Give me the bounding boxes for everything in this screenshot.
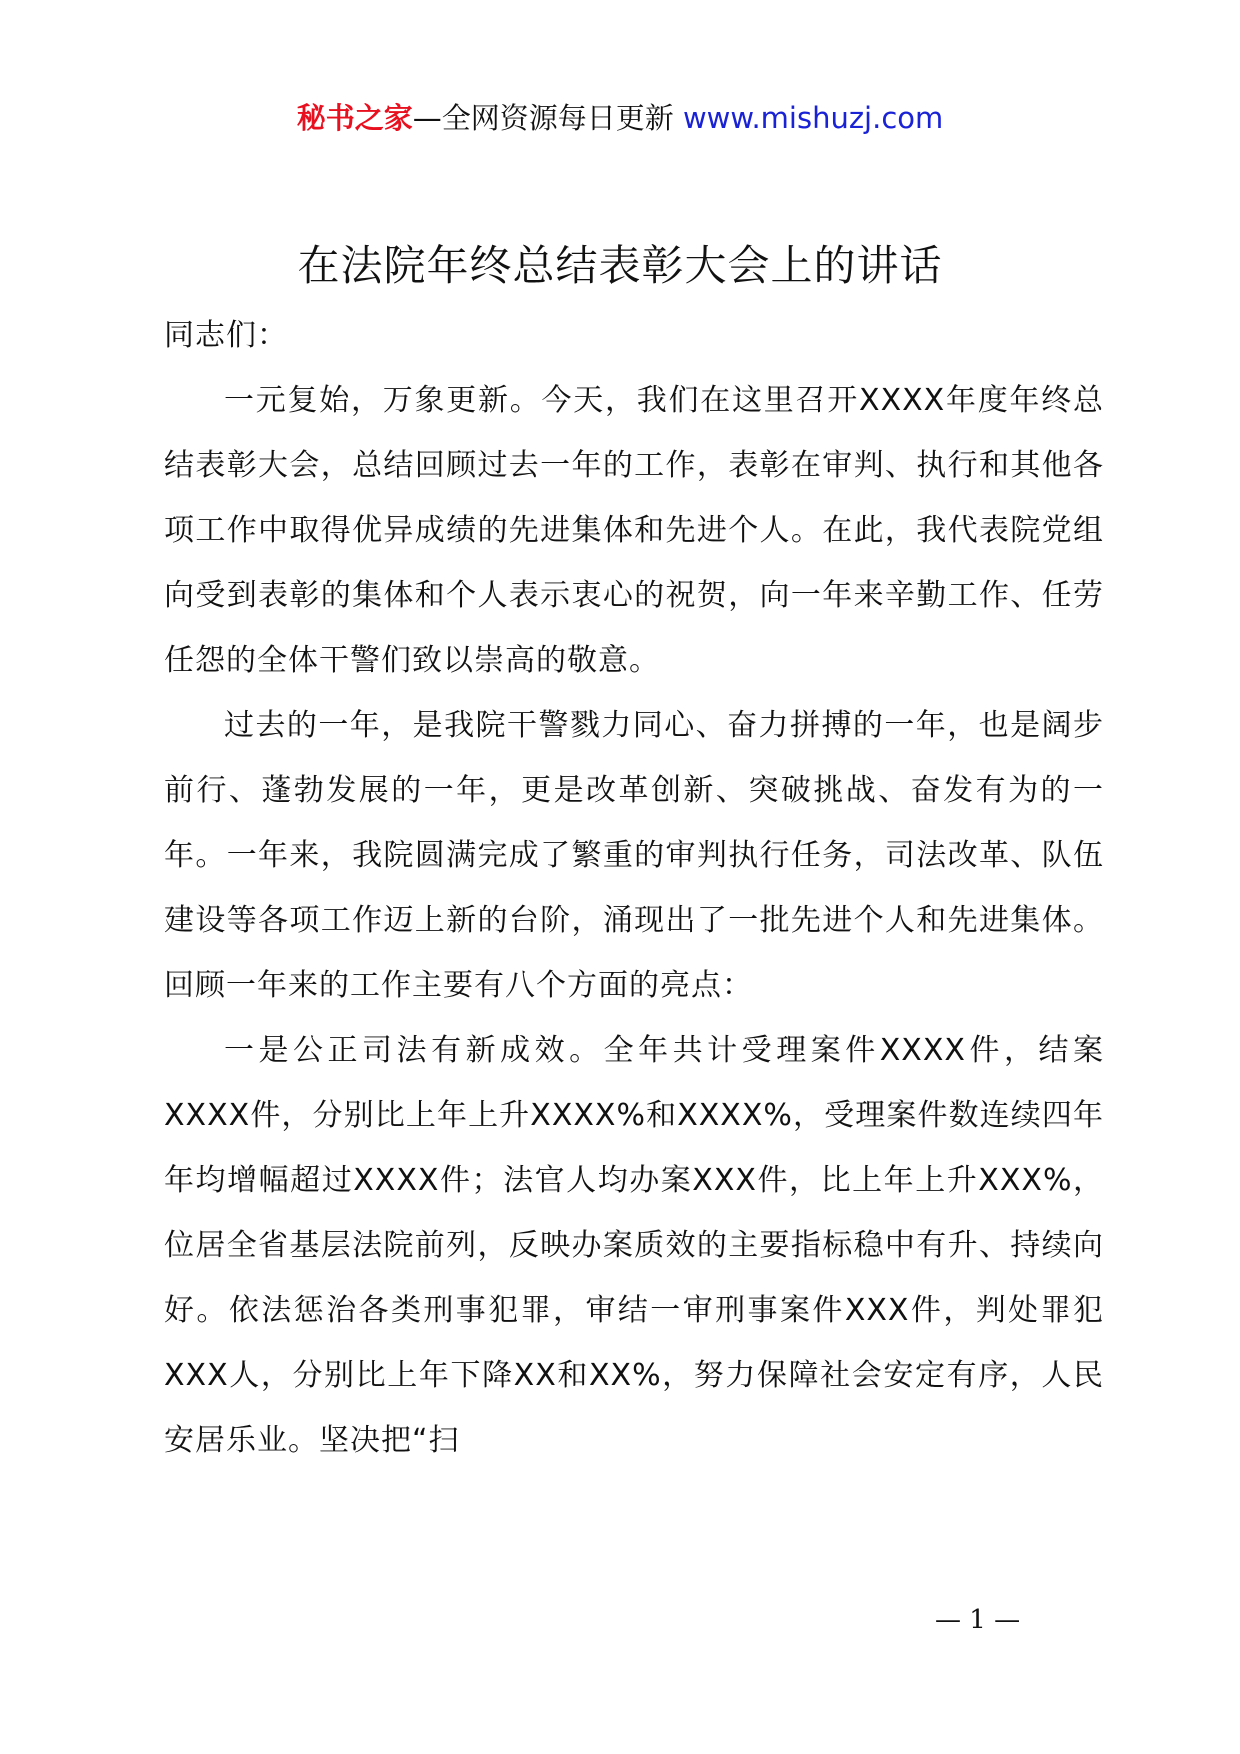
paragraph-justice: 一是公正司法有新成效。全年共计受理案件XXXX件，结案XXXX件，分别比上年上升XXXX%和XXXX%，受理案件数连续四年年均增幅超过XXXX件；法官人均办案XXX件，比上年上升XXX%，位居全省基层法院前列，反映办案质效的主要指标稳中有升、持续向好。依法惩治各类刑事犯罪，审结一审刑事案件XXX件，判处罪犯XXX人，分别比上年下降XX和XX%，努力保障社会安定有序，人民安居乐业。坚决把“扫 — [164, 1033, 1104, 1458]
paragraph-opening: 一元复始，万象更新。今天，我们在这里召开XXXX年度年终总结表彰大会，总结回顾过去一年的工作，表彰在审判、执行和其他各项工作中取得优异成绩的先进集体和先进个人。在此，我代表院党组向受到表彰的集体和个人表示衷心的祝贺，向一年来辛勤工作、任劳任怨的全体干警们致以崇高的敬意。 — [164, 383, 1104, 678]
site-banner — [0, 98, 1240, 138]
document-title: 在法院年终总结表彰大会上的讲话 — [297, 241, 943, 290]
document-body — [164, 303, 1104, 1473]
page-number: — 1 — — [935, 1605, 1021, 1635]
paragraph-review: 过去的一年，是我院干警戮力同心、奋力拼搏的一年，也是阔步前行、蓬勃发展的一年，更是改革创新、突破挑战、奋发有为的一年。一年来，我院圆满完成了繁重的审判执行任务，司法改革、队伍建设等各项工作迈上新的台阶，涌现出了一批先进个人和先进集体。回顾一年来的工作主要有八个方面的亮点： — [164, 708, 1104, 1003]
site-url-link[interactable]: www.mishuzj.com — [682, 101, 944, 135]
salutation: 同志们： — [164, 318, 288, 353]
brand-name: 秘书之家 — [296, 101, 413, 135]
banner-tagline: —全网资源每日更新 — [412, 101, 674, 135]
